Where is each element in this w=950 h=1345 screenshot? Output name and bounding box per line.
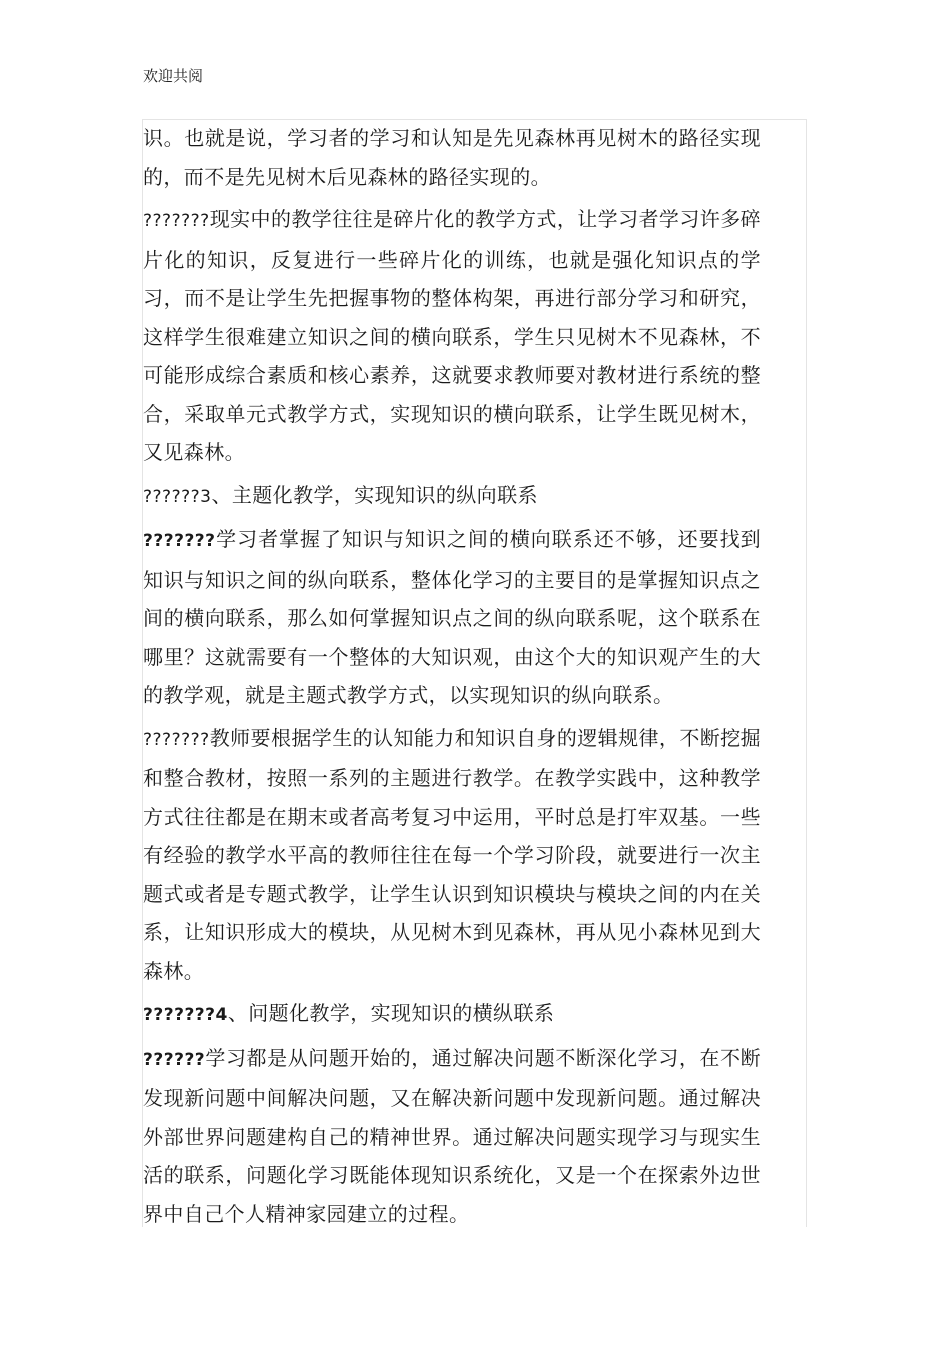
paragraph-prefix: ??????? <box>143 729 210 750</box>
heading-prefix: ???????4 <box>143 1005 228 1025</box>
paragraph-5 <box>143 1039 761 1234</box>
paragraph-4 <box>143 719 761 991</box>
section-heading-3 <box>143 476 761 517</box>
document-body <box>143 119 761 1233</box>
paragraph-text: 学习者掌握了知识与知识之间的横向联系还不够，还要找到知识与知识之间的纵向联系，整体化学习的主要目的是掌握知识点之间的横向联系，那么如何掌握知识点之间的纵向联系呢，这个联系在哪里？这就需要有一个整体的大知识观，由这个大的知识观产生的大的教学观，就是主题式教学方式，以实现知识的纵向联系。 <box>143 527 761 707</box>
heading-prefix: ??????3 <box>143 486 212 507</box>
paragraph-prefix: ?????? <box>143 1049 206 1070</box>
paragraph-text: 学习都是从问题开始的，通过解决问题不断深化学习，在不断发现新问题中间解决问题，又在解决新问题中发现新问题。通过解决外部世界问题建构自己的精神世界。通过解决问题实现学习与现实生活的联系，问题化学习既能体现知识系统化，又是一个在探索外边世界中自己个人精神家园建立的过程。 <box>143 1045 761 1226</box>
paragraph-prefix: ??????? <box>143 531 216 551</box>
paragraph-2 <box>143 200 761 472</box>
paragraph-text: 识。也就是说，学习者的学习和认知是先见森林再见树木的路径实现的，而不是先见树木后见森林的路径实现的。 <box>143 126 761 189</box>
paragraph-1 <box>143 119 761 196</box>
paragraph-text: 现实中的教学往往是碎片化的教学方式，让学习者学习许多碎片化的知识，反复进行一些碎片化的训练，也就是强化知识点的学习，而不是让学生先把握事物的整体构架，再进行部分学习和研究，这样学生很难建立知识之间的横向联系，学生只见树木不见森林，不可能形成综合素质和核心素养，这就要求教师要对教材进行系统的整合，采取单元式教学方式，实现知识的横向联系，让学生既见树木，又见森林。 <box>143 207 761 464</box>
heading-text: 、主题化教学，实现知识的纵向联系 <box>211 482 538 507</box>
heading-text: 、问题化教学，实现知识的横纵联系 <box>227 1001 555 1025</box>
paragraph-prefix: ??????? <box>143 211 210 231</box>
section-heading-4 <box>143 994 761 1035</box>
paragraph-3 <box>143 520 761 715</box>
page-header: 欢迎共阅 <box>143 67 204 85</box>
paragraph-text: 教师要根据学生的认知能力和知识自身的逻辑规律，不断挖掘和整合教材，按照一系列的主题进行教学。在教学实践中，这种教学方式往往都是在期末或者高考复习中运用，平时总是打牢双基。一些有经验的教学水平高的教师往往在每一个学习阶段，就要进行一次主题式或者是专题式教学，让学生认识到知识模块与模块之间的内在关系，让知识形成大的模块，从见树木到见森林，再从见小森林见到大森林。 <box>143 725 761 983</box>
